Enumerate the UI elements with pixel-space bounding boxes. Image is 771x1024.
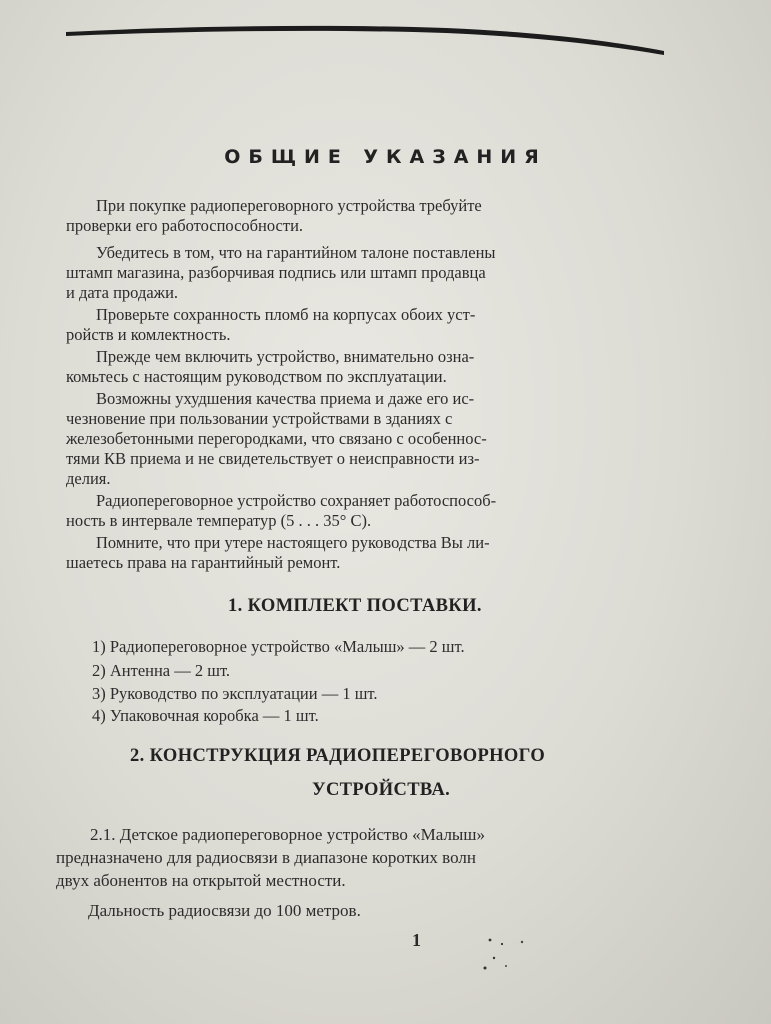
intro-line: ройств и комлектность. (66, 325, 231, 344)
list-item: 1) Радиопереговорное устройство «Малыш» — 2 шт. (92, 637, 465, 656)
paper-specks (470, 930, 550, 980)
intro-line: штамп магазина, разборчивая подпись или штамп продавца (66, 263, 486, 282)
intro-line: тями КВ приема и не свидетельствует о неисправности из- (66, 449, 480, 468)
intro-line: Прежде чем включить устройство, внимательно озна- (96, 347, 475, 366)
intro-line: и дата продажи. (66, 283, 179, 302)
intro-line: При покупке радиопереговорного устройства требуйте (96, 196, 482, 215)
top-decorative-rule (66, 20, 664, 56)
intro-line: Возможны ухудшения качества приема и даже его ис- (96, 389, 475, 408)
section-2-title-cont: УСТРОЙСТВА. (312, 780, 451, 800)
intro-line: Помните, что при утере настоящего руководства Вы ли- (96, 533, 490, 552)
intro-line: делия. (66, 469, 111, 488)
intro-line: проверки его работоспособности. (66, 216, 304, 235)
intro-line: ность в интервале температур (5 . . . 35° С). (66, 511, 372, 530)
section-2-line: 2.1. Детское радиопереговорное устройство «Малыш» (90, 825, 485, 844)
intro-line: Убедитесь в том, что на гарантийном талоне поставлены (96, 243, 496, 262)
intro-line: комьтесь с настоящим руководством по эксплуатации. (66, 367, 447, 386)
intro-line: железобетонными перегородками, что связано с особеннос- (66, 429, 487, 448)
section-2-title: 2. КОНСТРУКЦИЯ РАДИОПЕРЕГОВОРНОГО (130, 746, 546, 766)
page-number: 1 (412, 930, 421, 950)
intro-line: Проверьте сохранность пломб на корпусах обоих уст- (96, 305, 476, 324)
list-item: 4) Упаковочная коробка — 1 шт. (92, 706, 319, 725)
intro-line: чезновение при пользовании устройствами в зданиях с (66, 409, 453, 428)
intro-line: шаетесь права на гарантийный ремонт. (66, 553, 341, 572)
list-item: 3) Руководство по эксплуатации — 1 шт. (92, 684, 378, 703)
section-1-title: 1. КОМПЛЕКТ ПОСТАВКИ. (228, 596, 482, 616)
intro-line: Радиопереговорное устройство сохраняет работоспособ- (96, 491, 497, 510)
list-item: 2) Антенна — 2 шт. (92, 661, 231, 680)
section-2-line: двух абонентов на открытой местности. (56, 871, 346, 890)
page-title: ОБЩИЕ УКАЗАНИЯ (224, 146, 547, 168)
section-2-line: предназначено для радиосвязи в диапазоне коротких волн (56, 848, 476, 867)
range-text: Дальность радиосвязи до 100 метров. (88, 901, 361, 920)
